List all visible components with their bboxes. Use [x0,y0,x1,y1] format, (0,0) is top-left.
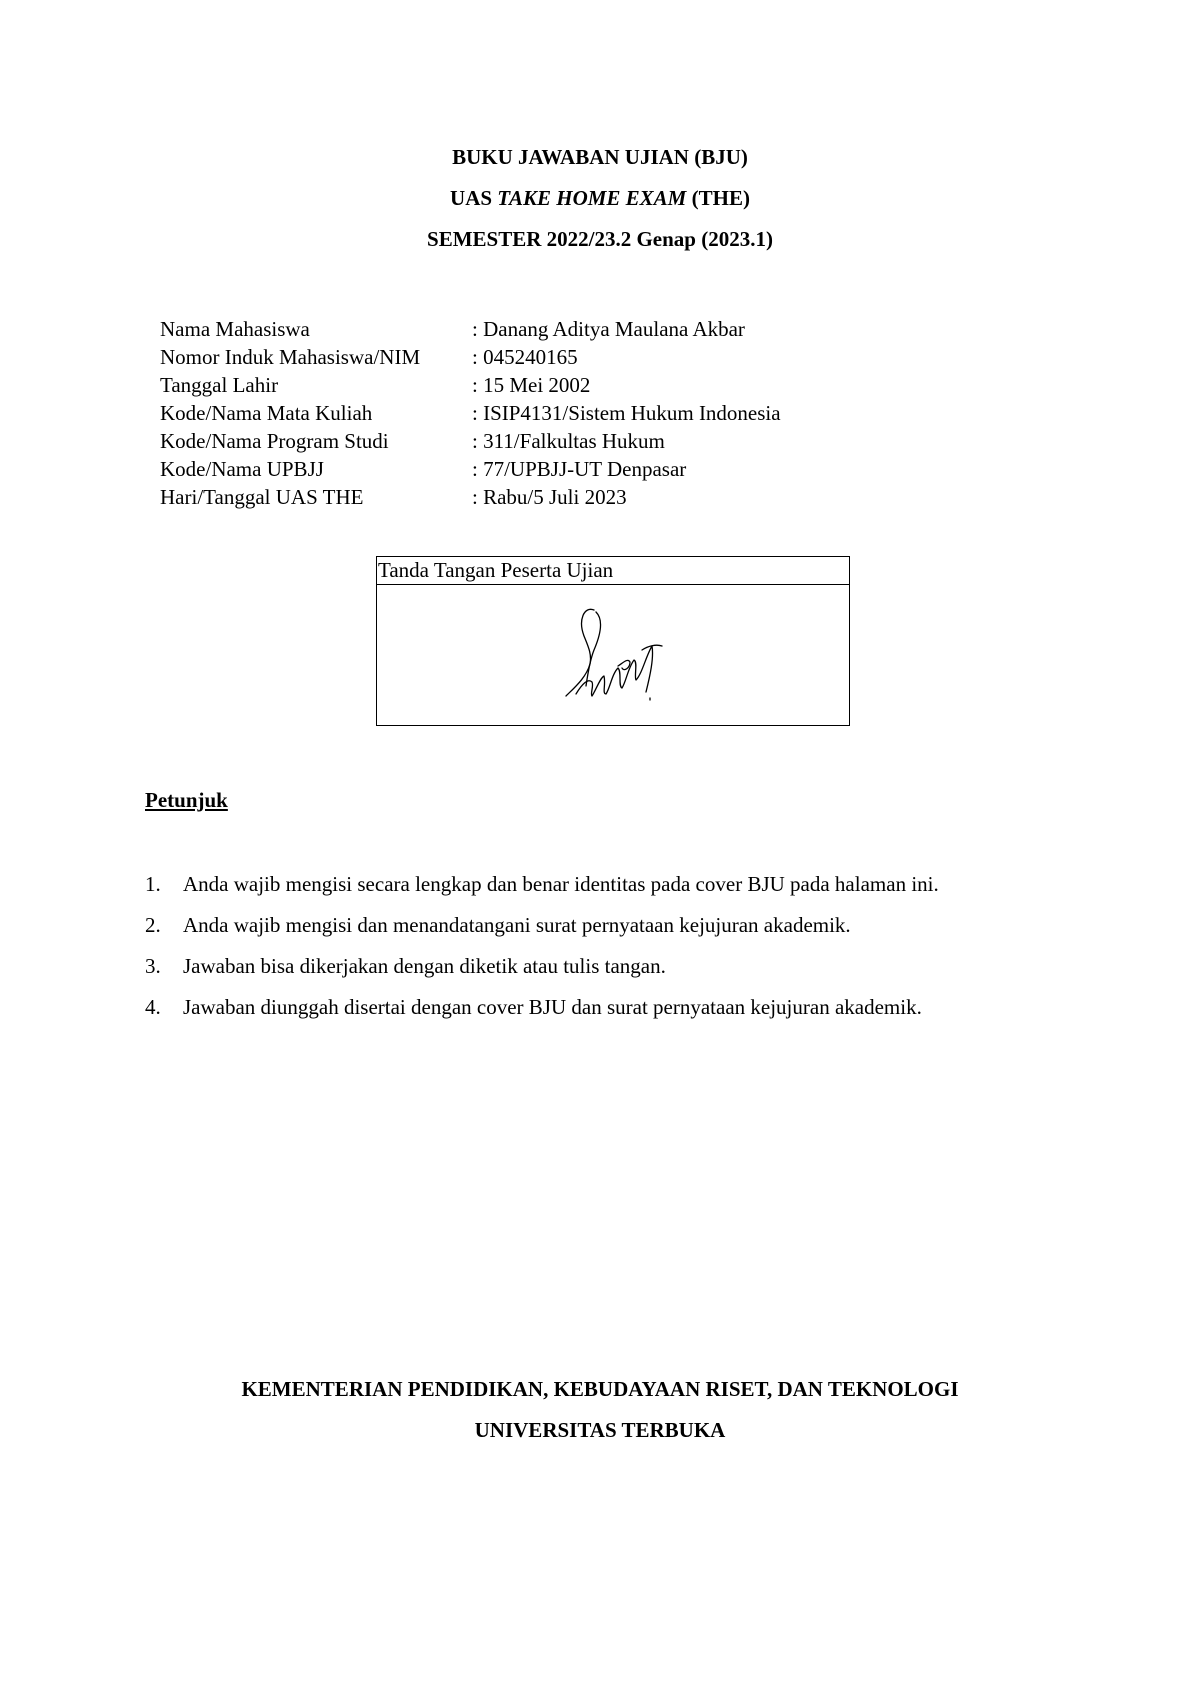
signature-image [562,602,672,712]
list-item [145,913,939,954]
identity-value: : 311/Falkultas Hukum [472,429,665,453]
list-item [145,995,939,1036]
identity-label: Kode/Nama Program Studi [160,429,389,453]
header-exam-prefix: UAS [450,186,498,210]
document-header [0,145,1200,268]
signature-label: Tanda Tangan Peserta Ujian [377,557,849,585]
list-item-number: 2. [145,913,161,937]
list-item-number: 4. [145,995,161,1019]
list-item-number: 3. [145,954,161,978]
identity-value: : 15 Mei 2002 [472,373,591,397]
signature-box [376,556,850,726]
header-semester: SEMESTER 2022/23.2 Genap (2023.1) [427,227,773,251]
header-exam-type [0,186,1200,227]
identity-value: : ISIP4131/Sistem Hukum Indonesia [472,401,781,425]
footer-university: UNIVERSITAS TERBUKA [474,1418,726,1442]
document-footer [0,1377,1200,1459]
identity-row-exam-date [160,483,781,511]
identity-row-program [160,427,781,455]
identity-row-course [160,399,781,427]
header-exam-suffix: (THE) [686,186,750,210]
identity-label: Nama Mahasiswa [160,317,310,341]
header-exam-italic: TAKE HOME EXAM [497,186,687,210]
instructions-list [145,872,939,1036]
identity-label: Kode/Nama Mata Kuliah [160,401,373,425]
identity-label: Kode/Nama UPBJJ [160,457,324,481]
identity-table [160,315,781,511]
identity-value: : 77/UPBJJ-UT Denpasar [472,457,687,481]
identity-value: : Danang Aditya Maulana Akbar [472,317,745,341]
identity-label: Nomor Induk Mahasiswa/NIM [160,345,421,369]
list-item [145,872,939,913]
list-item-text: Jawaban bisa dikerjakan dengan diketik atau tulis tangan. [183,954,666,978]
identity-row-birthdate [160,371,781,399]
footer-ministry: KEMENTERIAN PENDIDIKAN, KEBUDAYAAN RISET, DAN TEKNOLOGI [241,1377,959,1401]
identity-value: : 045240165 [472,345,578,369]
list-item-number: 1. [145,872,161,896]
identity-row-nim [160,343,781,371]
identity-label: Tanggal Lahir [160,373,279,397]
list-item-text: Anda wajib mengisi dan menandatangani surat pernyataan kejujuran akademik. [183,913,851,937]
list-item [145,954,939,995]
list-item-text: Anda wajib mengisi secara lengkap dan benar identitas pada cover BJU pada halaman ini. [183,872,939,896]
instructions-title: Petunjuk [145,788,228,812]
identity-row-upbjj [160,455,781,483]
header-title: BUKU JAWABAN UJIAN (BJU) [452,145,748,169]
identity-label: Hari/Tanggal UAS THE [160,485,364,509]
list-item-text: Jawaban diunggah disertai dengan cover BJU dan surat pernyataan kejujuran akademik. [183,995,922,1019]
identity-value: : Rabu/5 Juli 2023 [472,485,627,509]
identity-row-name [160,315,781,343]
